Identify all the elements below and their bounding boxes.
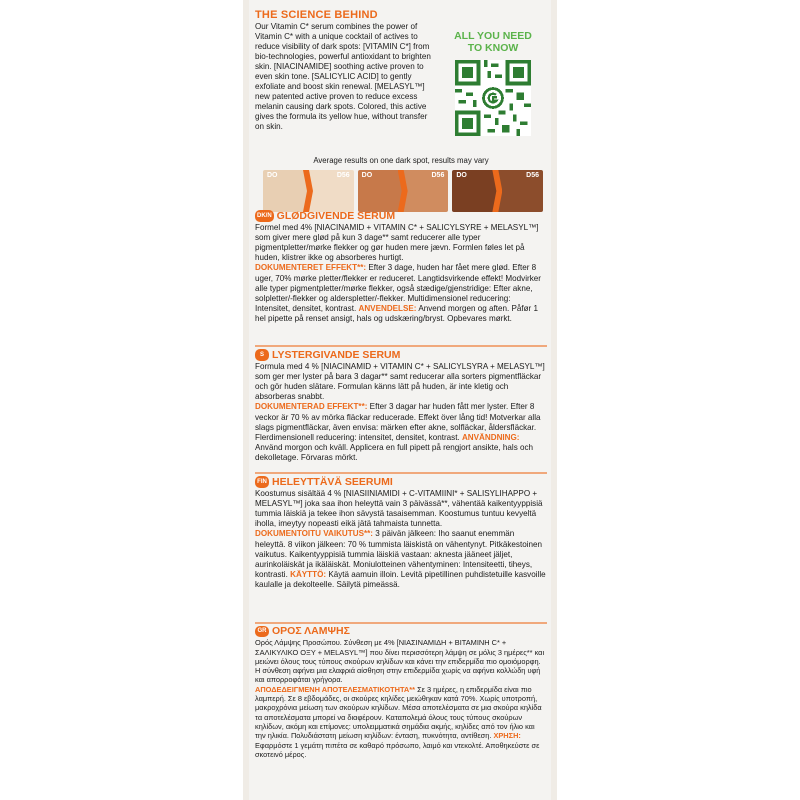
section-danish-norwegian	[255, 210, 547, 324]
use-text: Använd morgon och kväll. Applicera en full pipett på rengjort ansikte, hals och dekolletage. Förvaras mörkt.	[255, 442, 534, 462]
section-header	[255, 349, 547, 361]
section-greek	[255, 626, 547, 759]
effect-text: 3 päivän jälkeen: Iho saanut enemmän heleyttä. 8 viikon jälkeen: 70 % tummista läiskistä on vähentynyt. Pitkäkestoinen vaikutus. Kaikentyyppisiä tummia läiskiä vastaan: aknesta jääneet jäljet, aurinkoläiskät ja ikäläiskät. Moniulotteinen vähentyminen: Intensiteetti, tiheys, kontrasti.	[255, 529, 543, 579]
section-divider	[255, 622, 547, 624]
section-finnish	[255, 476, 547, 590]
section-title: HELEYTTÄVÄ SEERUMI	[272, 476, 393, 488]
language-badge: DK/N	[255, 210, 274, 222]
qr-block	[445, 30, 541, 155]
swatch-dark	[452, 170, 543, 212]
use-text: Anvend morgen og aften. Påfør 1 hel pipette på renset ansigt, hals og udskæring/bryst. Opbevares mørkt.	[255, 303, 538, 323]
effect-text: Σε 3 ημέρες, η επιδερμίδα είναι πιο λαμπερή. Σε 8 εβδομάδες, οι σκούρες κηλίδες μειώθηκαν κατά 70%. Χωρίς υποτροπή, μακροχρόνια μείωση των σκούρων κηλίδων. Μέσα αποτελέσματα σε μια σκούρα κηλίδα τα αποτελέσματα μπορεί να διαφέρουν. Καταπολεμά όλους τους τύπους σκούρων κηλίδων, ακόμη και επίμονες: υπολειμματικά σημάδια ακμής, κηλίδες από τον ήλιο και την ηλικία. Πολυδιάστατη μείωση κηλίδων: ένταση, πυκνότητα, αντίθεση.	[255, 684, 542, 741]
effect-text: Efter 3 dage, huden har fået mere glød. Efter 8 uger, 70% mørke pletter/flekker er reduceret. Langtidsvirkende effekt! Modvirker alle typer pigmentpletter/mørke flekker, også stædige/gjenstridige: Efter akne, solpletter/-flekker og alderspletter/-flekker. Multidimensionel reducering: Intensitet, densitet, kontrast.	[255, 263, 541, 313]
use-text: Käytä aamuin illoin. Levitä pipetillinen puhdistetuille kasvoille kaulalle ja dekolteelle. Säilytä pimeässä.	[255, 569, 546, 589]
section-divider	[255, 345, 547, 347]
swatch-after-label: D56	[336, 172, 350, 179]
qr-code-icon[interactable]	[455, 60, 531, 136]
use-label: ANVENDELSE:	[358, 303, 417, 313]
section-header	[255, 626, 547, 637]
effect-text: Efter 3 dagar har huden fått mer lyster. Efter 8 veckor är 70 % av mörka fläckar reducerade. Effekt över lång tid! Motverkar alla slags pigmentfläckar, även envisa: märken efter akne, solfläckar, åldersfläckar. Flerdimensionell reducering: intensitet, densitet, kontrast.	[255, 402, 541, 442]
science-body: Our Vitamin C* serum combines the power of Vitamin C* with a unique cocktail of actives to reduce visibility of dark spots: [VITAMIN C*] from bio-technologies, powerful antioxidant to brighten skin. [NIACINAMIDE] soothing active proven to even skin tone. [SALICYLIC ACID] to gently exfoliate and boost skin renewal. [MELASYL™] new patented active proven to reduce excess melanin causing dark spots. Colored, this active gives the formula its yellow hue, without transfer on skin.	[255, 22, 431, 131]
section-intro: Formel med 4% [NIACINAMID + VITAMIN C* + SALICYLSYRE + MELASYL™] som giver mere glød på kun 3 dage** samt reducerer alle typer pigmentpletter/mørke flekker og gør huden mere jævn. Formlen føles let på huden, klistrer ikke og absorberes hurtigt.	[255, 223, 539, 263]
swatch-before-label: DO	[456, 172, 467, 179]
section-title: LYSTERGIVANDE SERUM	[272, 349, 401, 361]
section-effect	[255, 402, 547, 463]
language-badge: GR	[255, 626, 269, 637]
section-intro: Ορός Λάμψης Προσώπου. Σύνθεση με 4% [ΝΙΑΣΙΝΑΜΙΔΗ + ΒΙΤΑΜΙΝΗ C* + ΣΑΛΙΚΥΛΙΚΟ ΟΞΥ + MELASYL™] που δίνει περισσότερη λάμψη σε μόλις 3 ημέρες** και μειώνει όλους τους τύπους σκούρων κηλίδων και κάνει την επιδερμίδα πιο ομοιόμορφη. Η σύνθεση αφήνει μια ελαφριά αίσθηση στην επιδερμίδα χωρίς να αφήνει κολλώδη υφή και απορροφάται γρήγορα.	[255, 638, 545, 685]
right-margin	[557, 0, 800, 800]
effect-label: ΑΠΟΔΕΔΕΙΓΜΕΝΗ ΑΠΟΤΕΛΕΣΜΑΤΙΚΟΤΗΤΑ**	[255, 684, 416, 694]
qr-title-line1: ALL YOU NEED	[454, 30, 532, 42]
section-effect	[255, 685, 547, 759]
language-badge: FIN	[255, 476, 269, 488]
section-title: ΟΡΟΣ ΛΑΜΨΗΣ	[272, 625, 350, 637]
use-text: Εφαρμόστε 1 γεμάτη πιπέτα σε καθαρό πρόσωπο, λαιμό και ντεκολτέ. Αποθηκεύστε σε σκοτεινό μέρος.	[255, 740, 540, 759]
science-block	[255, 10, 437, 132]
swatch-before-label: DO	[361, 172, 373, 179]
use-label: KÄYTTÖ:	[290, 569, 327, 579]
section-intro: Formula med 4 % [NIACINAMID + VITAMIN C* + SALICYLSYRA + MELASYL™] som ger mer lyster på bara 3 dagar** samt reducerar alla sorters pigmentfläckar och gör huden slätare. Formulan känns lätt på huden, är inte kletig och absorberas snabbt.	[255, 362, 545, 402]
results-swatches	[263, 170, 543, 212]
swatch-before-label: DO	[267, 172, 278, 179]
results-caption: Average results on one dark spot, results may vary	[313, 156, 489, 165]
section-effect	[255, 263, 547, 324]
effect-label: DOKUMENTOITU VAIKUTUS**:	[255, 529, 373, 539]
section-header	[255, 476, 547, 488]
effect-label: DOKUMENTERAD EFFEKT**:	[255, 402, 368, 412]
section-divider	[255, 472, 547, 474]
swatch-medium	[358, 170, 449, 212]
section-header	[255, 210, 547, 222]
section-swedish	[255, 349, 547, 463]
swatch-after-label: D56	[431, 172, 445, 179]
use-label: ANVÄNDNING:	[461, 432, 520, 442]
section-effect	[255, 529, 547, 590]
science-title: THE SCIENCE BEHIND	[255, 9, 378, 21]
swatch-light	[263, 170, 354, 212]
qr-title-line2: TO KNOW	[467, 42, 519, 54]
language-badge: S	[255, 349, 269, 361]
left-margin	[0, 0, 243, 800]
section-intro: Koostumus sisältää 4 % [NIASIINIAMIDI + C-VITAMIINI* + SALISYLIHAPPO + MELASYL™] joka saa ihon heleyttä vain 3 päivässä**, vähentää kaikentyyppisiä tummia läiskiä ja tekee ihon sävystä tasaisemman. Koostumus tuntuu kevyeltä iholla, imeytyy nopeasti eikä jätä tahmaista tunnetta.	[255, 489, 543, 529]
use-label: ΧΡΗΣΗ:	[493, 731, 521, 741]
swatch-after-label: D56	[526, 172, 540, 179]
section-title: GLØDGIVENDE SERUM	[276, 210, 396, 222]
effect-label: DOKUMENTERET EFFEKT**:	[255, 263, 367, 273]
